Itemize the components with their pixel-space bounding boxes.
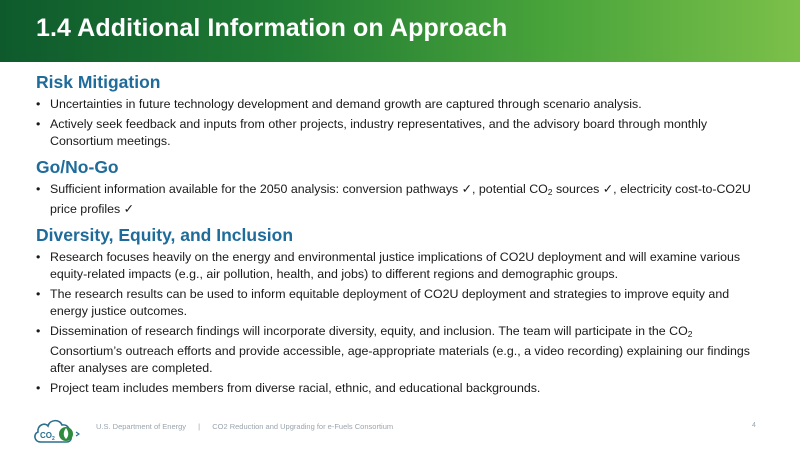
bullet-text: Dissemination of research findings will incorporate diversity, equity, and inclusion. The team will participate in the CO xyxy=(50,324,688,338)
logo-sub: 2 xyxy=(52,436,55,442)
go-no-go-list xyxy=(36,181,766,218)
consortium-logo-icon xyxy=(32,412,80,448)
dei-list xyxy=(36,249,766,397)
page-title: 1.4 Additional Information on Approach xyxy=(36,14,508,42)
title-bar xyxy=(0,0,800,62)
svg-text:CO2 xyxy=(40,431,55,442)
section-heading-risk-mitigation: Risk Mitigation xyxy=(36,72,161,92)
footer-text xyxy=(96,422,393,431)
list-item: • Project team includes members from diverse racial, ethnic, and educational backgrounds. xyxy=(36,380,766,397)
list-item xyxy=(36,181,766,218)
page-number: 4 xyxy=(752,422,756,429)
list-item: • The research results can be used to inform equitable deployment of CO2U deployment and strategies to improve equity and energy justice outcomes. xyxy=(36,286,766,320)
bullet-text: Sufficient information available for the 2050 analysis: conversion pathways ✓, potential CO xyxy=(50,182,548,196)
list-item: • Actively seek feedback and inputs from other projects, industry representatives, and the advisory board through monthly Consortium meetings. xyxy=(36,116,766,150)
logo-text: CO xyxy=(40,431,52,440)
section-heading-go-no-go: Go/No-Go xyxy=(36,157,119,177)
bullet-text: sources ✓, electricity cost-to-CO2U price profiles ✓ xyxy=(50,182,751,216)
slide-content xyxy=(36,72,766,400)
subscript: 2 xyxy=(687,329,693,339)
bullet-text: Consortium’s outreach efforts and provide accessible, age-appropriate materials (e.g., a video recording) explaining our findings after analyses are completed. xyxy=(50,344,750,375)
section-heading-dei: Diversity, Equity, and Inclusion xyxy=(36,225,294,245)
list-item: • Research focuses heavily on the energy and environmental justice implications of CO2U deployment and will examine various equity-related impacts (e.g., air pollution, health, and jobs) to different regions and demographic groups. xyxy=(36,249,766,283)
risk-mitigation-list xyxy=(36,96,766,150)
list-item xyxy=(36,323,766,377)
footer xyxy=(0,408,800,450)
footer-consortium: CO2 Reduction and Upgrading for e-Fuels Consortium xyxy=(212,422,394,431)
footer-org: U.S. Department of Energy xyxy=(96,422,187,431)
subscript: 2 xyxy=(547,187,553,197)
list-item: • Uncertainties in future technology development and demand growth are captured through scenario analysis. xyxy=(36,96,766,113)
footer-separator: | xyxy=(198,422,201,431)
